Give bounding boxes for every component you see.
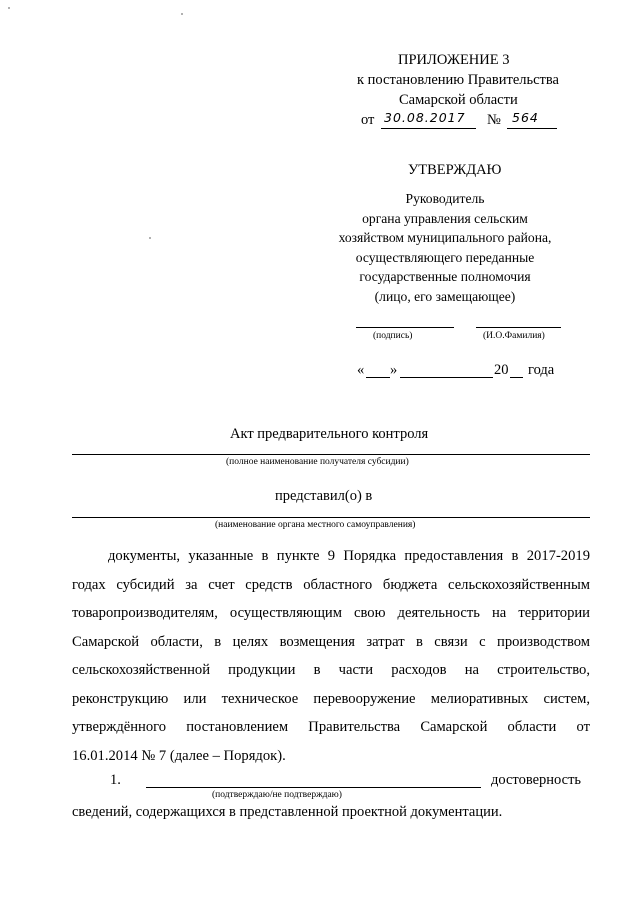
signature-line	[356, 327, 454, 328]
scan-speck	[181, 13, 183, 15]
appendix-region-line: Самарской области	[399, 92, 518, 108]
paragraph-line: документы, указанные в пункте 9 Порядка предоставления в 2017-2019	[108, 548, 590, 564]
authority-caption: (наименование органа местного самоуправления)	[215, 520, 416, 530]
approval-month-blank	[400, 377, 493, 378]
paragraph-line: 16.01.2014 № 7 (далее – Порядок).	[72, 747, 286, 764]
signature-caption: (подпись)	[373, 331, 413, 341]
handwritten-number: 564	[512, 110, 539, 125]
approval-position-block	[320, 189, 570, 306]
recipient-line	[72, 454, 590, 455]
scan-speck	[8, 7, 10, 9]
authority-line	[72, 517, 590, 518]
appendix-decree-line: к постановлению Правительства	[357, 72, 559, 88]
approval-year-prefix: 20	[494, 362, 509, 378]
date-underline	[381, 128, 476, 129]
approval-date-close-quote: »	[390, 362, 398, 378]
approval-year-suffix: года	[528, 362, 555, 378]
confirmation-line	[146, 787, 481, 788]
approval-line: (лицо, его замещающее)	[374, 288, 516, 304]
approval-title: УТВЕРЖДАЮ	[408, 162, 502, 178]
approval-line: органа управления сельским	[362, 210, 528, 226]
scan-speck	[149, 237, 151, 239]
date-prefix: от	[361, 112, 375, 128]
submitted-text: представил(о) в	[275, 488, 373, 504]
confirmation-caption: (подтверждаю/не подтверждаю)	[212, 790, 342, 800]
number-underline	[507, 128, 557, 129]
name-caption: (И.О.Фамилия)	[483, 331, 545, 341]
paragraph-line: реконструкцию или техническое перевооружение мелиоративных систем,	[72, 690, 590, 707]
paragraph-line: утверждённого постановлением Правительства Самарской области от	[72, 719, 590, 735]
paragraph-line: товаропроизводителям, осуществляющим свою деятельность на территории	[72, 605, 590, 621]
approval-date-open-quote: «	[357, 362, 365, 378]
recipient-caption: (полное наименование получателя субсидии)	[226, 457, 409, 467]
approval-line: осуществляющего переданные	[355, 249, 535, 265]
item-number: 1.	[110, 772, 121, 788]
paragraph-line: годах субсидий за счет средств областного бюджета сельскохозяйственным	[72, 576, 590, 593]
handwritten-date: 30.08.2017	[384, 110, 466, 125]
approval-line: Руководитель	[405, 191, 485, 206]
approval-line: государственные полномочия	[359, 269, 531, 284]
approval-year-blank	[510, 377, 523, 378]
approval-line: хозяйством муниципального района,	[338, 230, 552, 245]
approval-day-blank	[366, 377, 390, 378]
name-line	[476, 327, 561, 328]
act-title: Акт предварительного контроля	[230, 426, 429, 442]
paragraph-line: сельскохозяйственной продукции в части расходов на строительство,	[72, 662, 590, 678]
paragraph-line: Самарской области, в целях возмещения затрат в связи с производством	[72, 633, 590, 650]
body-paragraph	[72, 542, 590, 770]
appendix-title: ПРИЛОЖЕНИЕ 3	[398, 52, 510, 68]
number-prefix: №	[487, 112, 501, 128]
item-word: достоверность	[491, 772, 582, 788]
item-continuation: сведений, содержащихся в представленной проектной документации.	[72, 804, 503, 820]
